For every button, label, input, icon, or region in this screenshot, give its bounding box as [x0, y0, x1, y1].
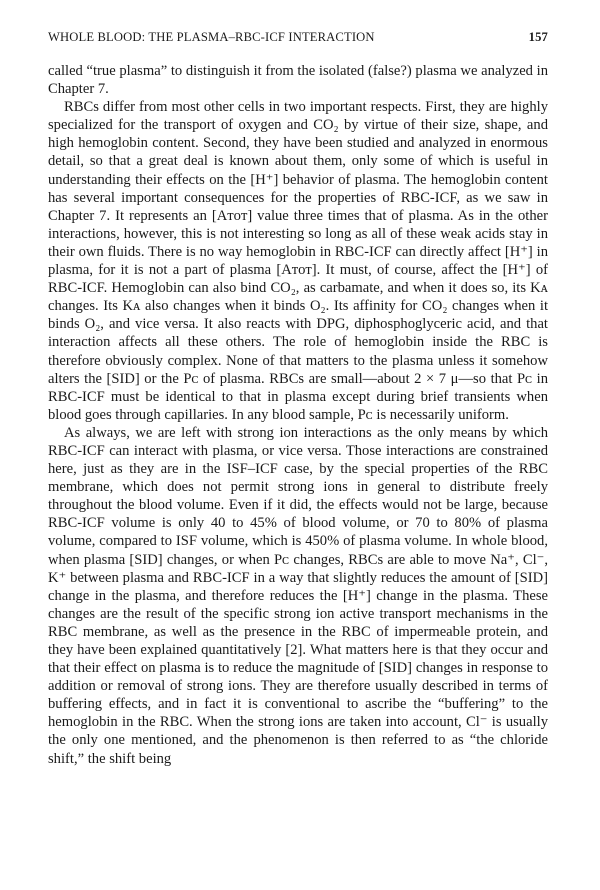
running-header	[48, 30, 548, 50]
chapter-running-title: WHOLE BLOOD: THE PLASMA–RBC-ICF INTERACTION	[48, 30, 375, 44]
page-number: 157	[528, 30, 548, 44]
paragraph-rbc-differences: RBCs differ from most other cells in two important respects. First, they are highly specialized for the transport of oxygen and CO₂ by virtue of their size, shape, and high hemoglobin content. Second, they have been studied and analyzed in enormous detail, so that a great deal is known about them, only some of which is useful in understanding their effects on the [H⁺] behavior of plasma. The hemoglobin content has several important consequences for the properties of RBC-ICF, as we saw in Chapter 7. It represents an [Aᴛᴏᴛ] value three times that of plasma. As in the other interactions, however, this is not interesting so long as all of these weak acids stay in their own fluids. There is no way hemoglobin in RBC-ICF can directly affect [H⁺] in plasma, for it is not a part of plasma [Aᴛᴏᴛ]. It must, of course, affect the [H⁺] of RBC-ICF. Hemoglobin can also bind CO₂, as carbamate, and when it does so, its Kᴀ changes. Its Kᴀ also changes when it binds O₂. Its affinity for CO₂ changes when it binds O₂, and vice versa. It also reacts with DPG, diphosphoglyceric acid, and that interaction affects all these others. The role of hemoglobin inside the RBC is therefore obviously complex. None of that matters to the plasma unless it somehow alters the [SID] or the Pᴄ of plasma. RBCs are small—about 2 × 7 μ—so that Pᴄ in RBC-ICF must be identical to that in plasma except during brief transients when blood goes through capillaries. In any blood sample, Pᴄ is necessarily uniform.	[48, 99, 548, 423]
paragraph-continuation: called “true plasma” to distinguish it from the isolated (false?) plasma we analyzed in Chapter 7.	[48, 63, 548, 98]
paragraph-strong-ion-interactions: As always, we are left with strong ion interactions as the only means by which RBC-ICF can interact with plasma, or vice versa. Those interactions are constrained here, just as they are in the ISF–ICF case, by the special properties of the RBC membrane, which does not permit strong ions in general to distribute freely throughout the blood volume. Even if it did, the effects would not be large, because RBC-ICF volume is only 40 to 45% of blood volume, or 70 to 80% of plasma volume, compared to ISF volume, which is 450% of plasma volume. In whole blood, when plasma [SID] changes, or when Pᴄ changes, RBCs are able to move Na⁺, Cl⁻, K⁺ between plasma and RBC-ICF in a way that slightly reduces the amount of [SID] change in the plasma, and therefore reduces the [H⁺] change in the plasma. These changes are the result of the specific strong ion active transport mechanisms in the RBC membrane, as well as the presence in the RBC of impermeable protein, and they have been explained quantitatively [2]. What matters here is that they occur and that their effect on plasma is to reduce the magnitude of [SID] changes in response to addition or removal of strong ions. They are therefore usually described in terms of buffering effects, and in fact it is conventional to ascribe the “buffering” to the hemoglobin in the RBC. When the strong ions are taken into account, Cl⁻ is usually the only one mentioned, and the phenomenon is then referred to as “the chloride shift,” the shift being	[48, 424, 548, 767]
body-text	[48, 62, 548, 768]
